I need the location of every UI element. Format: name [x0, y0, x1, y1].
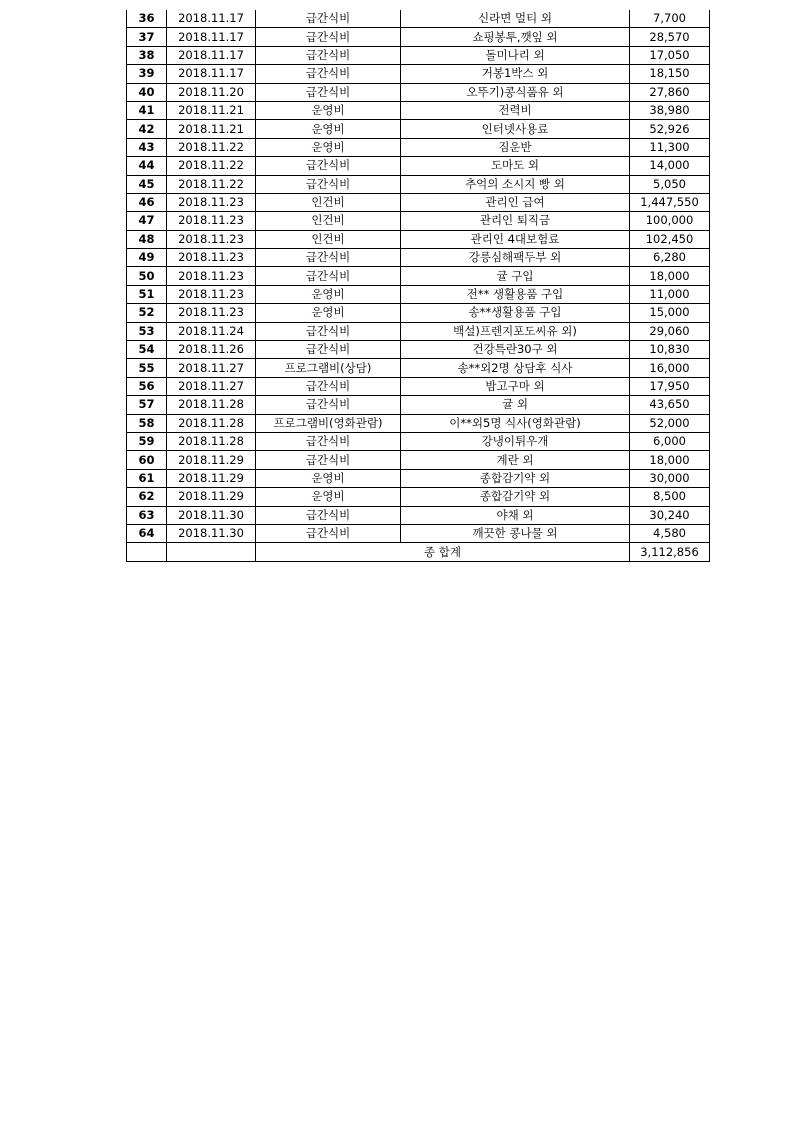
row-amount: 16,000 [630, 359, 710, 377]
row-date: 2018.11.23 [167, 193, 256, 211]
row-category: 운영비 [256, 488, 401, 506]
table-row [127, 432, 710, 450]
row-amount: 17,050 [630, 46, 710, 64]
row-category: 운영비 [256, 120, 401, 138]
row-number: 58 [127, 414, 167, 432]
row-description: 관리인 4대보험료 [401, 230, 630, 248]
row-category: 프로그램비(상담) [256, 359, 401, 377]
row-category: 급간식비 [256, 46, 401, 64]
row-number: 55 [127, 359, 167, 377]
row-number: 49 [127, 249, 167, 267]
row-description: 건강특란30구 외 [401, 341, 630, 359]
row-number: 54 [127, 341, 167, 359]
row-description: 깨끗한 콩나물 외 [401, 524, 630, 542]
row-description: 추억의 소시지 빵 외 [401, 175, 630, 193]
table-row [127, 193, 710, 211]
row-date: 2018.11.24 [167, 322, 256, 340]
table-row [127, 46, 710, 64]
row-category: 급간식비 [256, 267, 401, 285]
table-row [127, 414, 710, 432]
row-number: 63 [127, 506, 167, 524]
row-date: 2018.11.29 [167, 488, 256, 506]
row-amount: 11,000 [630, 285, 710, 303]
table-row [127, 28, 710, 46]
row-description: 오뚜기)콩식품유 외 [401, 83, 630, 101]
row-date: 2018.11.17 [167, 28, 256, 46]
row-amount: 18,000 [630, 451, 710, 469]
row-amount: 15,000 [630, 304, 710, 322]
row-description: 백설)프렌지포도씨유 외) [401, 322, 630, 340]
row-category: 프로그램비(영화관람) [256, 414, 401, 432]
row-number: 41 [127, 101, 167, 119]
row-description: 귤 외 [401, 396, 630, 414]
row-date: 2018.11.30 [167, 506, 256, 524]
row-amount: 6,280 [630, 249, 710, 267]
row-category: 운영비 [256, 101, 401, 119]
row-description: 전력비 [401, 101, 630, 119]
table-row [127, 249, 710, 267]
row-date: 2018.11.17 [167, 46, 256, 64]
table-row [127, 341, 710, 359]
row-description: 관리인 급여 [401, 193, 630, 211]
row-category: 급간식비 [256, 28, 401, 46]
row-category: 급간식비 [256, 10, 401, 28]
row-date: 2018.11.27 [167, 359, 256, 377]
row-category: 급간식비 [256, 524, 401, 542]
table-row [127, 267, 710, 285]
row-date: 2018.11.23 [167, 285, 256, 303]
row-description: 인터넷사용료 [401, 120, 630, 138]
row-category: 운영비 [256, 138, 401, 156]
row-date: 2018.11.28 [167, 396, 256, 414]
row-date: 2018.11.23 [167, 212, 256, 230]
row-description: 이**외5명 식사(영화관람) [401, 414, 630, 432]
row-date: 2018.11.22 [167, 138, 256, 156]
row-description: 쇼핑봉투,깻잎 외 [401, 28, 630, 46]
row-date: 2018.11.23 [167, 304, 256, 322]
row-description: 밤고구마 외 [401, 377, 630, 395]
row-amount: 18,150 [630, 65, 710, 83]
row-amount: 38,980 [630, 101, 710, 119]
row-date: 2018.11.23 [167, 230, 256, 248]
row-number: 48 [127, 230, 167, 248]
row-description: 강냉이튀우개 [401, 432, 630, 450]
row-description: 종합감기약 외 [401, 469, 630, 487]
row-category: 급간식비 [256, 249, 401, 267]
row-description: 돌미나리 외 [401, 46, 630, 64]
row-category: 운영비 [256, 304, 401, 322]
row-number: 46 [127, 193, 167, 211]
row-amount: 1,447,550 [630, 193, 710, 211]
row-date: 2018.11.26 [167, 341, 256, 359]
row-number: 37 [127, 28, 167, 46]
row-amount: 8,500 [630, 488, 710, 506]
row-category: 인건비 [256, 193, 401, 211]
row-number: 53 [127, 322, 167, 340]
row-number: 51 [127, 285, 167, 303]
row-date: 2018.11.21 [167, 101, 256, 119]
row-category: 급간식비 [256, 175, 401, 193]
table-row [127, 230, 710, 248]
table-row [127, 65, 710, 83]
table-row [127, 83, 710, 101]
total-row [127, 543, 710, 561]
table-row [127, 175, 710, 193]
row-date: 2018.11.29 [167, 451, 256, 469]
row-description: 관리인 퇴직금 [401, 212, 630, 230]
row-amount: 52,926 [630, 120, 710, 138]
row-description: 전** 생활용품 구입 [401, 285, 630, 303]
row-number: 50 [127, 267, 167, 285]
row-number: 62 [127, 488, 167, 506]
row-category: 급간식비 [256, 396, 401, 414]
row-description: 계란 외 [401, 451, 630, 469]
row-date: 2018.11.22 [167, 157, 256, 175]
row-date: 2018.11.17 [167, 10, 256, 28]
row-category: 급간식비 [256, 322, 401, 340]
table-row [127, 138, 710, 156]
row-date: 2018.11.22 [167, 175, 256, 193]
row-number: 60 [127, 451, 167, 469]
row-description: 종합감기약 외 [401, 488, 630, 506]
row-description: 거봉1박스 외 [401, 65, 630, 83]
table-row [127, 157, 710, 175]
row-amount: 30,240 [630, 506, 710, 524]
row-number: 44 [127, 157, 167, 175]
row-description: 귤 구입 [401, 267, 630, 285]
table-row [127, 469, 710, 487]
row-amount: 27,860 [630, 83, 710, 101]
row-date: 2018.11.30 [167, 524, 256, 542]
ledger-body [127, 10, 710, 543]
table-row [127, 285, 710, 303]
table-row [127, 120, 710, 138]
table-row [127, 524, 710, 542]
row-amount: 43,650 [630, 396, 710, 414]
row-date: 2018.11.23 [167, 249, 256, 267]
row-number: 39 [127, 65, 167, 83]
row-category: 급간식비 [256, 432, 401, 450]
row-description: 야채 외 [401, 506, 630, 524]
row-description: 강릉심해팩두부 외 [401, 249, 630, 267]
row-number: 59 [127, 432, 167, 450]
grand-total-label: 종 합계 [256, 543, 630, 561]
row-amount: 6,000 [630, 432, 710, 450]
row-number: 64 [127, 524, 167, 542]
row-category: 인건비 [256, 230, 401, 248]
row-amount: 100,000 [630, 212, 710, 230]
table-row [127, 377, 710, 395]
table-row [127, 396, 710, 414]
table-row [127, 212, 710, 230]
row-amount: 102,450 [630, 230, 710, 248]
table-row [127, 304, 710, 322]
row-amount: 10,830 [630, 341, 710, 359]
row-number: 45 [127, 175, 167, 193]
row-number: 61 [127, 469, 167, 487]
row-number: 47 [127, 212, 167, 230]
row-amount: 5,050 [630, 175, 710, 193]
row-number: 38 [127, 46, 167, 64]
table-row [127, 101, 710, 119]
table-row [127, 322, 710, 340]
row-amount: 29,060 [630, 322, 710, 340]
row-description: 신라면 멀티 외 [401, 10, 630, 28]
row-category: 급간식비 [256, 83, 401, 101]
row-category: 인건비 [256, 212, 401, 230]
row-category: 급간식비 [256, 377, 401, 395]
row-category: 급간식비 [256, 451, 401, 469]
total-empty-cell [167, 543, 256, 561]
row-date: 2018.11.20 [167, 83, 256, 101]
row-date: 2018.11.27 [167, 377, 256, 395]
table-row [127, 10, 710, 28]
row-number: 56 [127, 377, 167, 395]
row-amount: 14,000 [630, 157, 710, 175]
row-category: 급간식비 [256, 506, 401, 524]
row-amount: 52,000 [630, 414, 710, 432]
expense-ledger-table [126, 10, 710, 562]
row-date: 2018.11.21 [167, 120, 256, 138]
row-number: 57 [127, 396, 167, 414]
row-category: 급간식비 [256, 65, 401, 83]
row-amount: 11,300 [630, 138, 710, 156]
row-amount: 4,580 [630, 524, 710, 542]
row-category: 운영비 [256, 285, 401, 303]
row-category: 운영비 [256, 469, 401, 487]
row-amount: 18,000 [630, 267, 710, 285]
row-category: 급간식비 [256, 341, 401, 359]
table-row [127, 506, 710, 524]
row-date: 2018.11.28 [167, 432, 256, 450]
table-row [127, 451, 710, 469]
row-description: 짐운반 [401, 138, 630, 156]
row-date: 2018.11.28 [167, 414, 256, 432]
row-number: 43 [127, 138, 167, 156]
row-number: 52 [127, 304, 167, 322]
row-amount: 30,000 [630, 469, 710, 487]
row-number: 36 [127, 10, 167, 28]
row-category: 급간식비 [256, 157, 401, 175]
row-date: 2018.11.23 [167, 267, 256, 285]
table-row [127, 488, 710, 506]
row-number: 42 [127, 120, 167, 138]
row-number: 40 [127, 83, 167, 101]
total-empty-cell [127, 543, 167, 561]
row-amount: 28,570 [630, 28, 710, 46]
row-description: 도마도 외 [401, 157, 630, 175]
grand-total-amount: 3,112,856 [630, 543, 710, 561]
row-description: 송**생활용품 구입 [401, 304, 630, 322]
row-amount: 7,700 [630, 10, 710, 28]
row-date: 2018.11.29 [167, 469, 256, 487]
row-description: 송**외2명 상담후 식사 [401, 359, 630, 377]
row-amount: 17,950 [630, 377, 710, 395]
row-date: 2018.11.17 [167, 65, 256, 83]
table-row [127, 359, 710, 377]
